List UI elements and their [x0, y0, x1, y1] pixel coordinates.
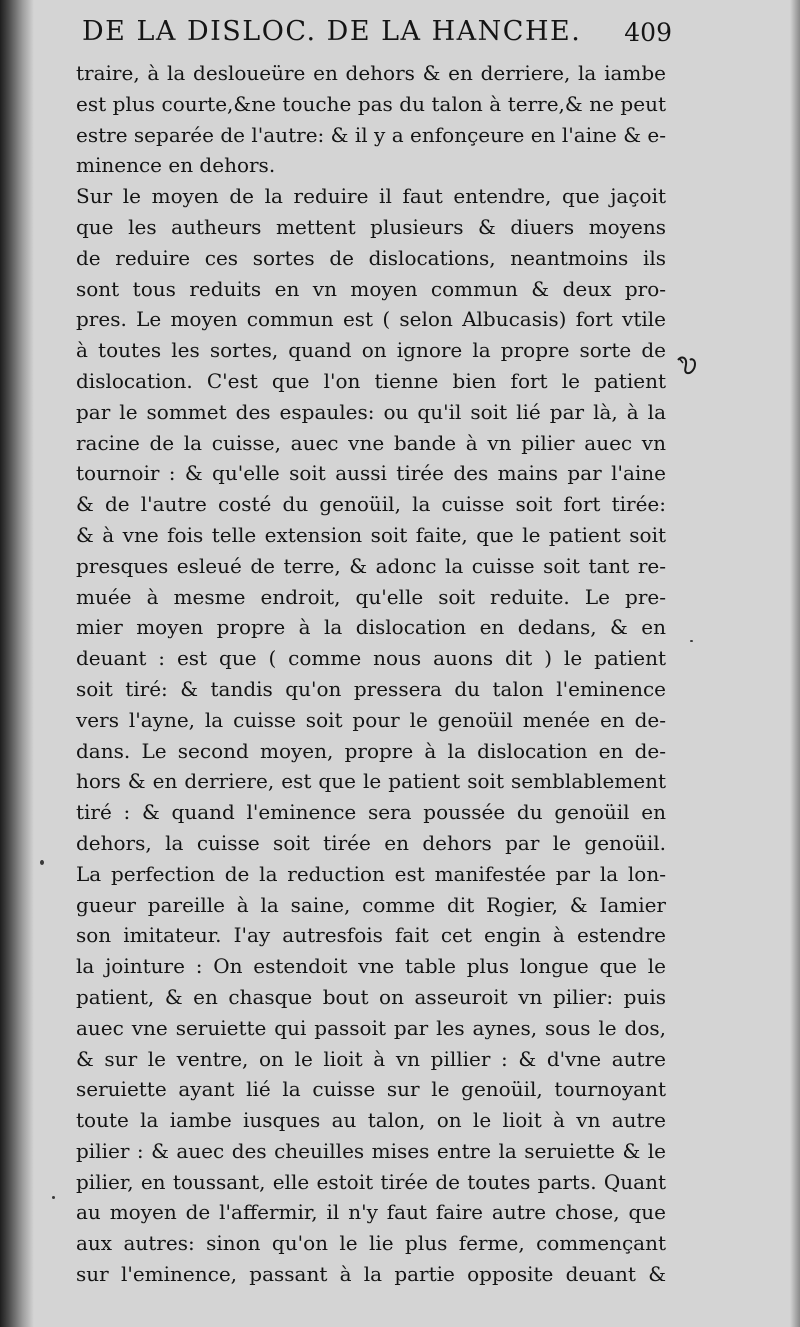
- text-line: auec vne seruiette qui passoit par les aynes, sous le dos,: [76, 1015, 666, 1040]
- binding-shadow: [0, 0, 34, 1327]
- text-line: tournoir : & qu'elle soit aussi tirée des mains par l'aine: [76, 461, 666, 486]
- text-line: & à vne fois telle extension soit faite, que le patient soit: [76, 522, 666, 547]
- ink-speck: [52, 1196, 55, 1199]
- text-line: pilier, en toussant, elle estoit tirée de toutes parts. Quant: [76, 1169, 666, 1194]
- text-line: La perfection de la reduction est manifestée par la lon-: [76, 861, 666, 886]
- body-text: [76, 58, 666, 1290]
- text-line: toute la iambe iusques au talon, on le lioit à vn autre: [76, 1108, 666, 1133]
- text-line: traire, à la desloueüre en dehors & en derriere, la iambe: [76, 61, 666, 85]
- text-line: que les autheurs mettent plusieurs & diuers moyens: [76, 214, 666, 239]
- text-line: gueur pareille à la saine, comme dit Rogier, & Iamier: [76, 892, 666, 917]
- text-line: pilier : & auec des cheuilles mises entre la seruiette & le: [76, 1138, 666, 1163]
- text-line: dehors, la cuisse soit tirée en dehors par le genoüil.: [76, 830, 666, 855]
- text-line: dans. Le second moyen, propre à la dislocation en de-: [76, 738, 666, 763]
- text-line: à toutes les sortes, quand on ignore la propre sorte de: [76, 338, 666, 363]
- text-line: minence en dehors.: [76, 153, 276, 178]
- text-line: racine de la cuisse, auec vne bande à vn pilier auec vn: [76, 430, 666, 455]
- ink-speck: [690, 640, 693, 642]
- text-line: de reduire ces sortes de dislocations, neantmoins ils: [76, 245, 666, 270]
- page-number: 409: [624, 18, 672, 47]
- text-line: hors & en derriere, est que le patient soit semblablement: [76, 769, 666, 794]
- text-line: soit tiré: & tandis qu'on pressera du talon l'eminence: [76, 676, 666, 701]
- pilcrow-flourish-icon: [676, 354, 698, 376]
- text-line: muée à mesme endroit, qu'elle soit reduite. Le pre-: [76, 584, 666, 609]
- text-line: & sur le ventre, on le lioit à vn pillier : & d'vne autre: [76, 1046, 666, 1071]
- text-line: & de l'autre costé du genoüil, la cuisse soit fort tirée:: [76, 492, 666, 517]
- page-header: [82, 16, 672, 52]
- text-line: deuant : est que ( comme nous auons dit ) le patient: [76, 646, 666, 671]
- text-line: tiré : & quand l'eminence sera poussée du genoüil en: [76, 800, 666, 825]
- text-line: au moyen de l'affermir, il n'y faut faire autre chose, que: [76, 1200, 666, 1225]
- text-line: estre separée de l'autre: & il y a enfonçeure en l'aine & e-: [76, 122, 666, 147]
- text-line: mier moyen propre à la dislocation en dedans, & en: [76, 615, 666, 640]
- text-line: aux autres: sinon qu'on le lie plus ferme, commençant: [76, 1231, 666, 1256]
- text-line: sont tous reduits en vn moyen commun & deux pro-: [76, 276, 666, 301]
- text-line: patient, & en chasque bout on asseuroit vn pilier: puis: [76, 984, 666, 1009]
- text-line: par le sommet des espaules: ou qu'il soit lié par là, à la: [76, 399, 666, 424]
- text-line: presques esleué de terre, & adonc la cuisse soit tant re-: [76, 553, 666, 578]
- text-line: pres. Le moyen commun est ( selon Albucasis) fort vtile: [76, 307, 666, 332]
- text-line: dislocation. C'est que l'on tienne bien fort le patient: [76, 368, 666, 393]
- text-line: est plus courte,&ne touche pas du talon à terre,& ne peut: [76, 91, 666, 116]
- page-edge: [790, 0, 800, 1327]
- text-line: sur l'eminence, passant à la partie opposite deuant &: [76, 1262, 666, 1287]
- running-head: DE LA DISLOC. DE LA HANCHE.: [82, 16, 582, 47]
- text-line: la jointure : On estendoit vne table plus longue que le: [76, 954, 666, 979]
- text-line: seruiette ayant lié la cuisse sur le genoüil, tournoyant: [76, 1077, 666, 1102]
- ink-speck: [40, 860, 44, 865]
- text-line: son imitateur. I'ay autresfois fait cet engin à estendre: [76, 923, 666, 948]
- text-line: vers l'ayne, la cuisse soit pour le genoüil menée en de-: [76, 707, 666, 732]
- text-line: Sur le moyen de la reduire il faut entendre, que jaçoit: [76, 184, 666, 209]
